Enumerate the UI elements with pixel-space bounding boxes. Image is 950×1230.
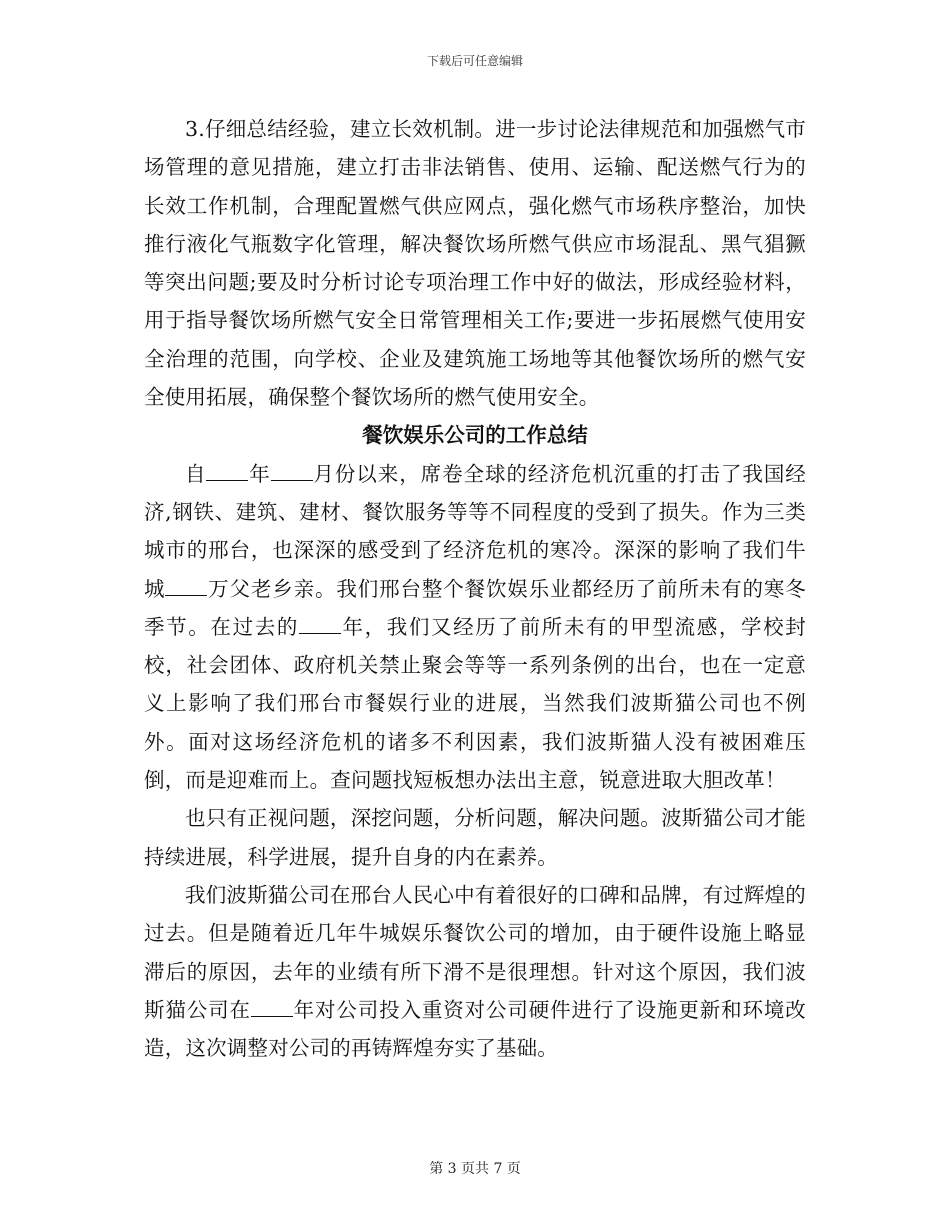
paragraph-1-text-a: 自 <box>185 461 207 486</box>
fill-blank-2 <box>271 462 313 481</box>
paragraph-2: 也只有正视问题，深挖问题，分析问题，解决问题。波斯猫公司才能持续进展，科学进展，提升自身的内在素养。 <box>144 806 806 869</box>
paragraph-1-text-c: 月份以来，席卷全球的经济危机沉重的打击了我国经济,钢铁、建筑、建材、餐饮服务等等不同程度的受到了损失。作为三类城市的邢台，也深深的感受到了经济危机的寒冷。深深的影响了我们牛城 <box>144 461 806 601</box>
document-body <box>144 110 806 1067</box>
paragraph-1-text-b: 年 <box>248 461 271 486</box>
intro-paragraph: 3.仔细总结经验，建立长效机制。进一步讨论法律规范和加强燃气市场管理的意见措施，建立打击非法销售、使用、运输、配送燃气行为的长效工作机制，合理配置燃气供应网点，强化燃气市场秩序整治，加快推行液化气瓶数字化管理，解决餐饮场所燃气供应市场混乱、黑气猖獗等突出问题;要及时分析讨论专项治理工作中好的做法，形成经验材料，用于指导餐饮场所燃气安全日常管理相关工作;要进一步拓展燃气使用安全治理的范围，向学校、企业及建筑施工场地等其他餐饮场所的燃气安全使用拓展，确保整个餐饮场所的燃气使用安全。 <box>144 117 806 410</box>
fill-blank-3 <box>165 577 207 596</box>
fill-blank-1 <box>206 462 248 481</box>
paragraph-1 <box>144 455 806 800</box>
paragraph-1-text-e: 年，我们又经历了前所未有的甲型流感，学校封校，社会团体、政府机关禁止聚会等等一系列条例的出台，也在一定意义上影响了我们邢台市餐娱行业的进展，当然我们波斯猫公司也不例外。面对这场经济危机的诸多不利因素，我们波斯猫人没有被困难压倒，而是迎难而上。查问题找短板想办法出主意，锐意进取大胆改革！ <box>144 614 806 793</box>
page-header-note: 下载后可任意编辑 <box>426 54 523 68</box>
page-number: 第 3 页共 7 页 <box>429 1161 521 1177</box>
fill-blank-4 <box>299 615 341 634</box>
paragraph-3 <box>144 876 806 1067</box>
section-title: 餐饮娱乐公司的工作总结 <box>362 423 588 448</box>
fill-blank-5 <box>251 998 293 1017</box>
paragraph-3-text-b: 年对公司投入重资对公司硬件进行了设施更新和环境改造，这次调整对公司的再铸辉煌夯实了基础。 <box>144 997 806 1061</box>
paragraph-1-text-d: 万父老乡亲。我们邢台整个餐饮娱乐业都经历了前所未有的寒冬季节。在过去的 <box>144 576 806 639</box>
paragraph-3-text-a: 我们波斯猫公司在邢台人民心中有着很好的口碑和品牌，有过辉煌的过去。但是随着近几年牛城娱乐餐饮公司的增加，由于硬件设施上略显滞后的原因，去年的业绩有所下滑不是很理想。针对这个原因，我们波斯猫公司在 <box>144 882 806 1022</box>
